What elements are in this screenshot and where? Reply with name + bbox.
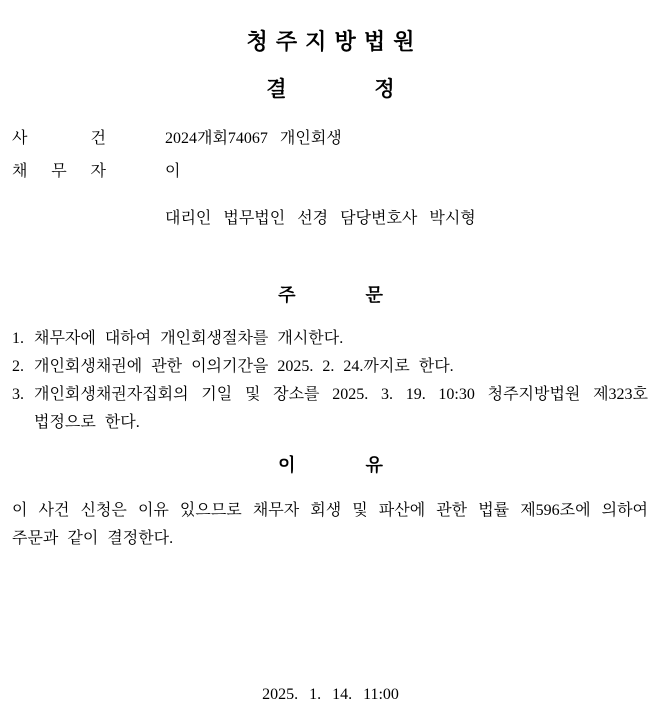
representative-row [12,208,648,230]
debtor-row [12,161,648,183]
representative-value: 대리인 법무법인 선경 담당변호사 박시형 [165,210,476,227]
reason-text-line1: 이 사건 신청은 이유 있으므로 채무자 회생 및 파산에 관한 법률 제596조에 의하여 [12,502,648,519]
case-number-label: 사 건 [12,130,106,147]
reason-text-line2: 주문과 같이 결정한다. [12,530,174,547]
debtor-name-value: 이 [165,163,181,180]
order-item-3 [12,381,648,437]
case-number-row [12,128,648,150]
order-item-3-number: 3. [12,386,24,403]
debtor-label: 채 무 자 [12,163,106,180]
order-item-2 [12,353,648,381]
document-type-heading: 결 정 [266,78,395,101]
order-item-1-text: 채무자에 대하여 개인회생절차를 개시한다. [34,330,344,347]
order-items-list [12,325,648,437]
case-info-section [12,128,648,230]
court-name-title: 청 주 지 방 법 원 [246,29,415,54]
case-number-value: 2024개회74067 개인회생 [165,130,342,147]
order-item-1 [12,325,648,353]
decision-datetime: 2025. 1. 14. 11:00 [262,686,399,703]
order-item-2-number: 2. [12,358,24,375]
order-section-heading: 주 문 [278,285,383,305]
order-item-2-text: 개인회생채권에 관한 이의기간을 2025. 2. 24.까지로 한다. [34,358,454,375]
representative-label-empty [12,208,106,230]
order-item-3-text-line1: 개인회생채권자집회의 기일 및 장소를 2025. 3. 19. 10:30 청주지방법원 제323호 [34,386,648,403]
reason-section-heading: 이 유 [278,455,383,475]
reason-paragraph [12,497,648,553]
order-item-3-text-line2: 법정으로 한다. [34,414,140,431]
order-item-1-number: 1. [12,330,24,347]
